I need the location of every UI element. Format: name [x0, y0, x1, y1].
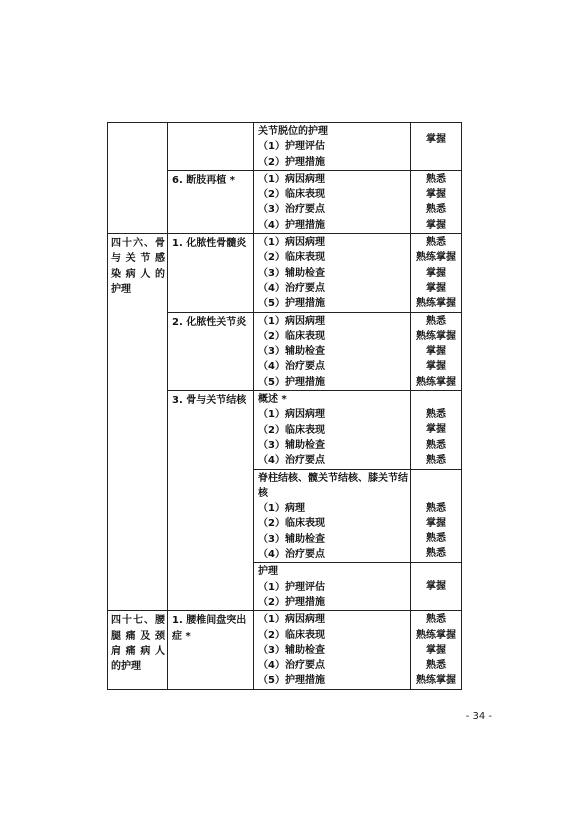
- list-item: （2）临床表现: [258, 518, 325, 530]
- level-label: 熟悉: [426, 204, 446, 216]
- content-cell: [254, 469, 411, 563]
- list-item: （3）辅助检查: [258, 644, 325, 656]
- level-cell: [411, 391, 462, 469]
- level-label: 熟练掌握: [416, 298, 456, 310]
- list-item: （4）护理措施: [258, 219, 325, 231]
- list-item: （2）临床表现: [258, 424, 325, 436]
- list-item: （4）治疗要点: [258, 455, 325, 467]
- page-number: - 34 -: [465, 711, 492, 722]
- list-item: （2）护理措施: [258, 156, 325, 168]
- content-cell: [254, 391, 411, 469]
- level-label: 熟练掌握: [416, 376, 456, 388]
- block-heading: 概述 *: [258, 394, 287, 406]
- content-cell: [254, 312, 411, 390]
- list-item: （1）病因病理: [258, 614, 325, 626]
- list-item: （5）护理措施: [258, 376, 325, 388]
- section-cell: [168, 391, 254, 611]
- level-cell: [411, 312, 462, 390]
- section-title: 1. 化脓性骨髓炎: [172, 238, 247, 250]
- level-label: 熟练掌握: [416, 330, 456, 342]
- level-label: 熟悉: [426, 409, 446, 421]
- list-item: （1）护理评估: [258, 581, 325, 593]
- list-item: （5）护理措施: [258, 298, 325, 310]
- table-row: [108, 123, 462, 171]
- list-item: （1）病因病理: [258, 315, 325, 327]
- content-cell: [254, 563, 411, 611]
- list-item: （3）辅助检查: [258, 346, 325, 358]
- level-cell: [411, 170, 462, 233]
- section-title: 6. 断肢再植 *: [172, 174, 235, 186]
- level-label: 掌握: [426, 346, 446, 358]
- syllabus-table: [107, 122, 462, 690]
- topic-cell: [108, 123, 168, 234]
- section-cell: [168, 123, 254, 171]
- level-label: 掌握: [426, 361, 446, 373]
- list-item: （2）临床表现: [258, 189, 325, 201]
- section-title: 2. 化脓性关节炎: [172, 316, 247, 328]
- level-label: 掌握: [426, 282, 446, 294]
- content-cell: [254, 611, 411, 689]
- level-label: 熟悉: [426, 660, 446, 672]
- list-item: （1）护理评估: [258, 141, 325, 153]
- section-title: 1. 腰椎间盘突出症 *: [172, 615, 247, 642]
- content-cell: [254, 234, 411, 312]
- list-item: （1）病因病理: [258, 237, 325, 249]
- section-cell: [168, 611, 254, 689]
- topic-title: 四十六、骨 与关节感 染病人的 护理: [111, 238, 165, 295]
- level-cell: [411, 469, 462, 563]
- block-heading: 护理: [258, 566, 278, 578]
- list-item: （4）治疗要点: [258, 660, 325, 672]
- level-cell: [411, 563, 462, 611]
- list-item: （4）治疗要点: [258, 282, 325, 294]
- level-label: 熟悉: [426, 614, 446, 626]
- level-label: 熟悉: [426, 533, 446, 545]
- content-cell: [254, 170, 411, 233]
- section-cell: [168, 170, 254, 233]
- level-label: 掌握: [426, 267, 446, 279]
- level-label: 熟悉: [426, 173, 446, 185]
- topic-cell: [108, 611, 168, 689]
- level-label: 掌握: [426, 134, 446, 145]
- level-label: 熟悉: [426, 502, 446, 514]
- content-cell: [254, 123, 411, 171]
- level-label: 熟悉: [426, 548, 446, 560]
- level-label: 熟悉: [426, 454, 446, 466]
- level-label: 熟练掌握: [416, 629, 456, 641]
- level-label: 掌握: [426, 424, 446, 436]
- level-label: 熟悉: [426, 237, 446, 249]
- table-row: [108, 611, 462, 689]
- topic-cell: [108, 234, 168, 611]
- level-label: 熟悉: [426, 439, 446, 451]
- level-label: 掌握: [426, 581, 446, 593]
- list-item: （1）病因病理: [258, 173, 325, 185]
- list-item: （4）治疗要点: [258, 549, 325, 561]
- level-label: 熟悉: [426, 315, 446, 327]
- topic-title: 四十七、腰 腿痛及颈 肩痛病人 的护理: [111, 615, 165, 673]
- level-label: 掌握: [426, 517, 446, 529]
- list-item: （1）病理: [258, 503, 305, 515]
- block-heading: 关节脱位的护理: [258, 126, 328, 137]
- list-item: （4）治疗要点: [258, 361, 325, 373]
- list-item: （3）辅助检查: [258, 267, 325, 279]
- level-label: 掌握: [426, 644, 446, 656]
- list-item: （2）护理措施: [258, 596, 325, 608]
- level-cell: [411, 123, 462, 171]
- level-label: 掌握: [426, 219, 446, 231]
- list-item: （3）治疗要点: [258, 204, 325, 216]
- list-item: （2）临床表现: [258, 330, 325, 342]
- list-item: （2）临床表现: [258, 252, 325, 264]
- section-cell: [168, 312, 254, 390]
- level-label: 掌握: [426, 189, 446, 201]
- list-item: （3）辅助检查: [258, 439, 325, 451]
- section-cell: [168, 234, 254, 312]
- block-heading: 脊柱结核、髋关节结核、膝关节结核: [258, 472, 408, 499]
- level-label: 熟练掌握: [416, 252, 456, 264]
- list-item: （2）临床表现: [258, 629, 325, 641]
- level-label: 熟练掌握: [416, 675, 456, 687]
- list-item: （5）护理措施: [258, 675, 325, 687]
- level-cell: [411, 234, 462, 312]
- section-title: 3. 骨与关节结核: [172, 395, 247, 407]
- list-item: （3）辅助检查: [258, 533, 325, 545]
- level-cell: [411, 611, 462, 689]
- table-row: [108, 234, 462, 312]
- list-item: （1）病因病理: [258, 409, 325, 421]
